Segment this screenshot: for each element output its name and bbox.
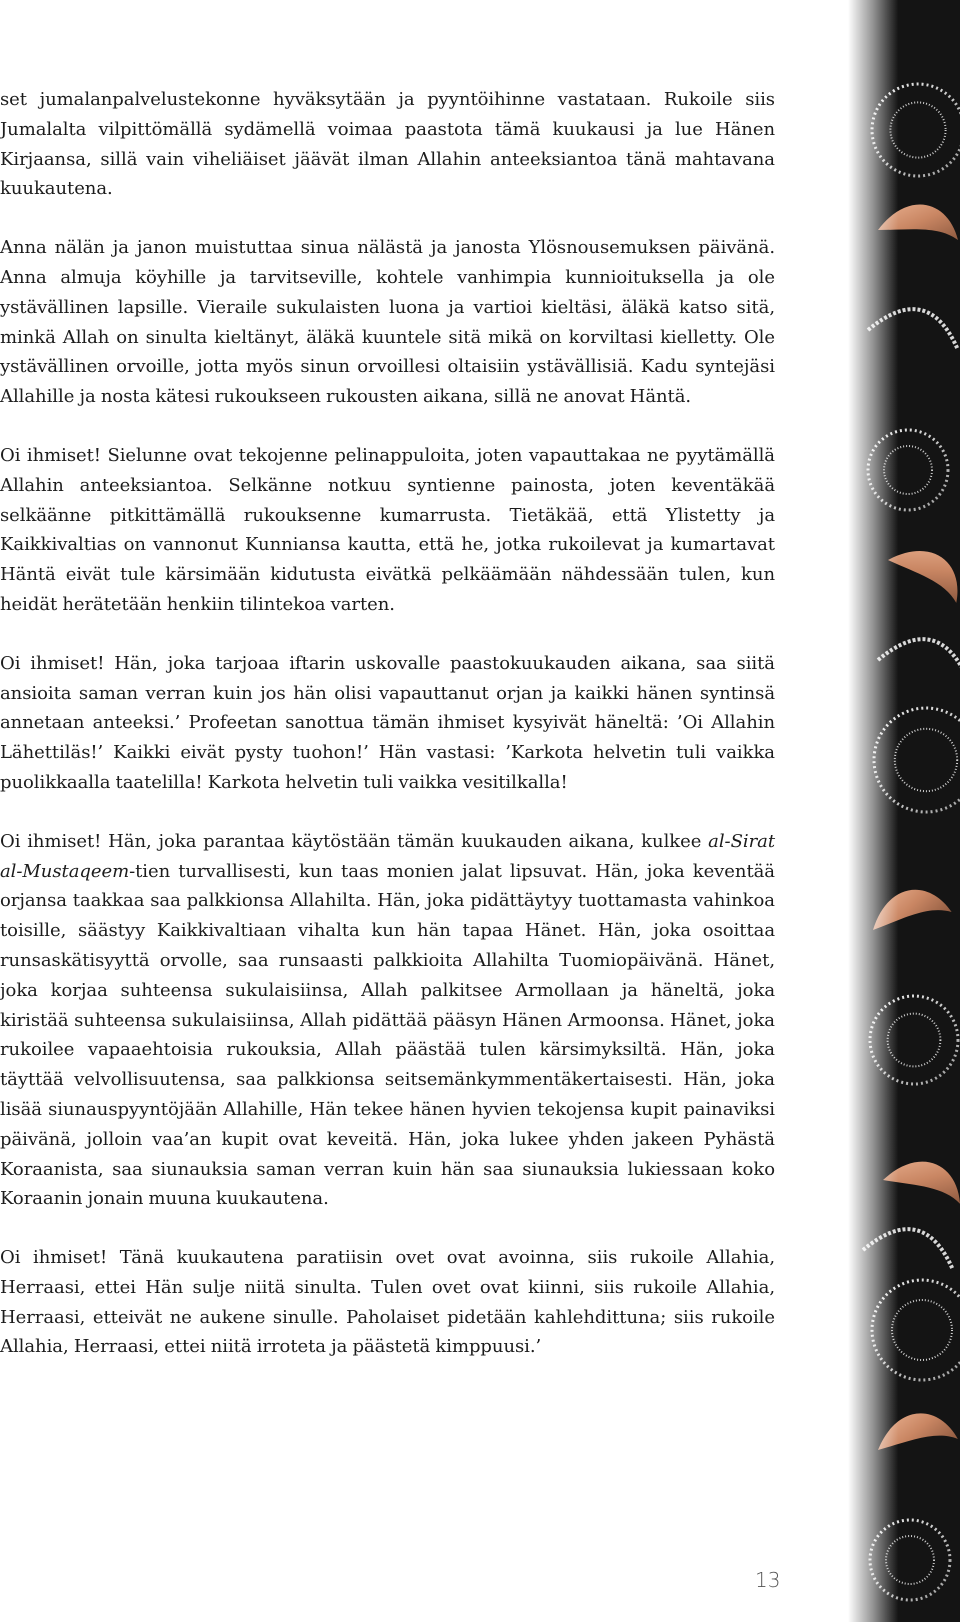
page-number: 13 <box>755 1568 781 1592</box>
body-paragraph <box>0 827 775 1214</box>
paragraph-text: Oi ihmiset! Tänä kuukautena paratiisin ovet ovat avoinna, siis rukoile Allahia, Herraasi, ettei Hän sulje niitä sinulta. Tulen ovet ovat kiinni, siis rukoile Allahia, Herraasi, etteivät ne aukene sinulle. Paholaiset pidetään kahlehdittuna; siis rukoile Allahia, Herraasi, ettei niitä irroteta ja päästetä kimppuusi.’ <box>0 1247 775 1358</box>
paragraph-text: Anna nälän ja janon muistuttaa sinua nälästä ja janosta Ylösnousemuksen päivänä. Anna almuja köyhille ja tarvitseville, kohtele vanhimpia kunnioituksella ja ole ystävällinen lapsille. Vieraile sukulaisten luona ja vartioi kieltäsi, äläkä katso sitä, minkä Allah on sinulta kieltänyt, äläkä kuuntele sitä mikä on korviltasi kielletty. Ole ystävällinen orvoille, jotta myös sinun orvoillesi oltaisiin ystävällisiä. Kadu syntejäsi Allahille ja nosta kätesi rukoukseen rukousten aikana, sillä ne anovat Häntä. <box>0 237 775 408</box>
body-paragraph <box>0 85 775 204</box>
body-paragraph <box>0 233 775 412</box>
text-column <box>0 85 775 1391</box>
body-paragraph <box>0 1243 775 1362</box>
body-paragraph <box>0 441 775 620</box>
paragraph-text: Oi ihmiset! Sielunne ovat tekojenne pelinappuloita, joten vapauttakaa ne pyytämällä Allahin anteeksiantoa. Selkänne notkuu syntienne painosta, joten keventäkää selkäänne pitkittämällä rukouksenne kumarrusta. Tietäkää, että Ylistetty ja Kaikkivaltias on vannonut Kunniansa kautta, että he, jotka rukoilevat ja kumartavat Häntä eivät tule kärsimään kidutusta eivätkä pelkäämään nähdessään tulen, kun heidät herätetään henkiin tilintekoa varten. <box>0 444 775 615</box>
paragraph-text: set jumalanpalvelustekonne hyväksytään ja pyyntöihinne vastataan. Rukoile siis Jumalalta vilpittömällä sydämellä voimaa paastota tämä kuukausi ja lue Hänen Kirjaansa, sillä vain viheliäiset jäävät ilman Allahin anteeksiantoa tänä mahtavana kuukautena. <box>0 89 775 200</box>
body-paragraph <box>0 649 775 798</box>
paragraph-text: Oi ihmiset! Hän, joka parantaa käytöstään tämän kuukauden aikana, kulkee <box>0 830 709 852</box>
italic-term: al-Sirat al-Mustaqeem <box>0 830 775 882</box>
decorative-ornament-strip <box>848 0 960 1622</box>
paragraph-text: Oi ihmiset! Hän, joka tarjoaa iftarin uskovalle paastokuukauden aikana, saa siitä ansioita saman verran kuin jos hän olisi vapauttanut orjan ja kaikki hänen syntinsä annetaan anteeksi.’ Profeetan sanottua tämän ihmiset kysyivät häneltä: ’Oi Allahin Lähettiläs!’ Kaikki eivät pysty tuohon!’ Hän vastasi: ’Karkota helvetin tuli vaikka puolikkaalla taatelilla! Karkota helvetin tuli vaikka vesitilkalla! <box>0 652 775 793</box>
paragraph-text: -tien turvallisesti, kun taas monien jalat lipsuvat. Hän, joka keventää orjansa taakkaa saa palkkionsa Allahilta. Hän, joka pidättäytyy tuottamasta vahinkoa toisille, säästyy Kaikkivaltiaan vihalta kun hän tapaa Hänet. Hän, joka osoittaa runsaskätisyyttä orvolle, saa runsaasti palkkioita Allahilta Tuomiopäivänä. Hänet, joka korjaa suhteensa sukulaisiinsa, Allah palkitsee Armollaan ja häneltä, joka kiristää suhteensa sukulaisiinsa, Allah pidättää pääsyn Hänen Armoonsa. Hänet, joka rukoilee vapaaehtoisia rukouksia, Allah päästää tulen kärsimyksiltä. Hän, joka täyttää velvollisuutensa, saa palkkionsa seitsemänkymmentäkertaisesti. Hän, joka lisää siunauspyyntöjään Allahille, Hän tekee hänen hyvien tekojensa kupit painaviksi päivänä, jolloin vaa’an kupit ovat keveitä. Hän, joka lukee yhden jakeen Pyhästä Koraanista, saa siunauksia saman verran kuin hän saa siunauksia lukiessaan koko Koraanin jonain muuna kuukautena. <box>0 860 775 1210</box>
